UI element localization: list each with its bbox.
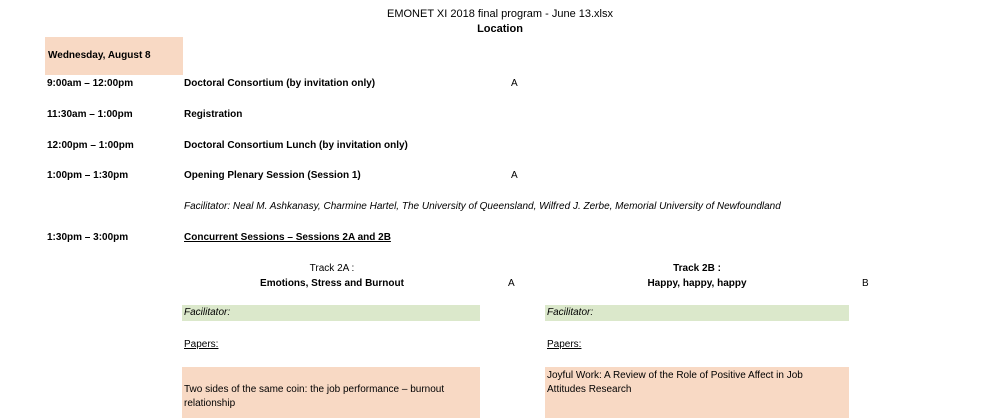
row-event: Opening Plenary Session (Session 1) bbox=[184, 170, 361, 181]
row-location: A bbox=[511, 170, 518, 181]
day-label: Wednesday, August 8 bbox=[48, 50, 151, 61]
row-time: 1:00pm – 1:30pm bbox=[47, 170, 129, 181]
paper-cell bbox=[182, 367, 480, 418]
facilitator-label: Facilitator: bbox=[547, 307, 594, 318]
row-event: Doctoral Consortium Lunch (by invitation only) bbox=[184, 140, 408, 151]
track-heading: Track 2A : bbox=[309, 263, 355, 274]
day-cell bbox=[45, 37, 183, 75]
row-time: 9:00am – 12:00pm bbox=[47, 78, 134, 89]
track-heading: Track 2B : bbox=[673, 263, 721, 274]
facilitator-cell bbox=[182, 305, 480, 321]
row-event: Concurrent Sessions – Sessions 2A and 2B bbox=[184, 232, 391, 243]
track-location: A bbox=[508, 278, 515, 289]
facilitator-label: Facilitator: bbox=[184, 307, 231, 318]
row-time: 1:30pm – 3:00pm bbox=[47, 232, 129, 243]
track-location: B bbox=[862, 278, 869, 289]
row-location: A bbox=[511, 78, 518, 89]
document-title: EMONET XI 2018 final program - June 13.xlsx bbox=[386, 8, 613, 20]
facilitator-cell bbox=[545, 305, 849, 321]
papers-label: Papers: bbox=[547, 339, 582, 350]
row-time: 11:30am – 1:00pm bbox=[47, 109, 133, 120]
row-time: 12:00pm – 1:00pm bbox=[47, 140, 134, 151]
facilitator-line: Facilitator: Neal M. Ashkanasy, Charmine Hartel, The University of Queensland, Wilfred J. Zerbe, Memorial University of Newfoundland bbox=[184, 201, 781, 212]
paper-cell bbox=[545, 367, 849, 418]
paper-title: Joyful Work: A Review of the Role of Positive Affect in Job Attitudes Research bbox=[547, 370, 803, 395]
track-name: Happy, happy, happy bbox=[647, 278, 747, 289]
papers-label: Papers: bbox=[184, 339, 219, 350]
row-event: Doctoral Consortium (by invitation only) bbox=[184, 78, 376, 89]
location-column-header: Location bbox=[477, 23, 523, 35]
track-name: Emotions, Stress and Burnout bbox=[260, 278, 404, 289]
paper-title: Two sides of the same coin: the job performance – burnout relationship bbox=[184, 384, 445, 409]
row-event: Registration bbox=[184, 109, 243, 120]
